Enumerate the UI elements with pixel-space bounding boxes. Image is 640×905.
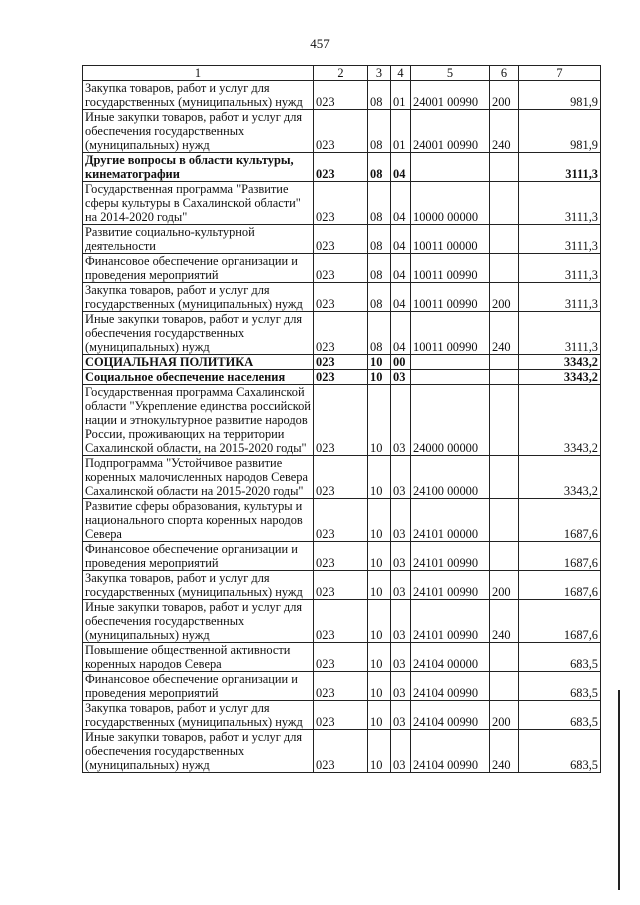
row-admin-code-cell: 023 (314, 571, 368, 600)
row-admin-code-cell: 023 (314, 701, 368, 730)
row-name-cell: СОЦИАЛЬНАЯ ПОЛИТИКА (83, 355, 314, 370)
row-amount-cell: 3343,2 (519, 370, 601, 385)
row-name-cell: Другие вопросы в области культуры, кинематографии (83, 153, 314, 182)
row-name-cell: Финансовое обеспечение организации и проведения мероприятий (83, 672, 314, 701)
row-admin-code-cell: 023 (314, 643, 368, 672)
row-target-article-cell: 10011 00990 (411, 312, 490, 355)
row-subsection-cell: 03 (391, 370, 411, 385)
row-expense-type-cell (490, 672, 519, 701)
row-target-article-cell: 24101 00990 (411, 600, 490, 643)
table-row (83, 182, 601, 225)
page-number: 457 (310, 36, 330, 51)
row-subsection-cell: 03 (391, 600, 411, 643)
row-target-article-cell: 24001 00990 (411, 110, 490, 153)
row-amount-cell: 3343,2 (519, 385, 601, 456)
row-expense-type-cell: 200 (490, 81, 519, 110)
row-name-cell: Иные закупки товаров, работ и услуг для обеспечения государственных (муниципальных) нужд (83, 600, 314, 643)
table-row (83, 672, 601, 701)
table-row (83, 110, 601, 153)
row-expense-type-cell (490, 225, 519, 254)
row-amount-cell: 3111,3 (519, 254, 601, 283)
row-target-article-cell: 24001 00990 (411, 81, 490, 110)
table-row (83, 225, 601, 254)
row-subsection-cell: 04 (391, 225, 411, 254)
row-name-cell: Закупка товаров, работ и услуг для государственных (муниципальных) нужд (83, 283, 314, 312)
row-expense-type-cell: 240 (490, 312, 519, 355)
row-expense-type-cell: 240 (490, 730, 519, 773)
row-expense-type-cell: 240 (490, 600, 519, 643)
table-row (83, 283, 601, 312)
row-expense-type-cell: 200 (490, 571, 519, 600)
column-header: 5 (411, 66, 490, 81)
row-subsection-cell: 03 (391, 643, 411, 672)
row-name-cell: Развитие социально-культурной деятельности (83, 225, 314, 254)
row-target-article-cell: 24104 00000 (411, 643, 490, 672)
row-target-article-cell: 24100 00000 (411, 456, 490, 499)
row-name-cell: Закупка товаров, работ и услуг для государственных (муниципальных) нужд (83, 571, 314, 600)
row-name-cell: Закупка товаров, работ и услуг для государственных (муниципальных) нужд (83, 701, 314, 730)
row-section-cell: 10 (368, 643, 391, 672)
row-admin-code-cell: 023 (314, 283, 368, 312)
row-expense-type-cell (490, 355, 519, 370)
row-target-article-cell: 24104 00990 (411, 701, 490, 730)
table-row (83, 499, 601, 542)
row-subsection-cell: 04 (391, 283, 411, 312)
row-target-article-cell: 10011 00000 (411, 225, 490, 254)
row-section-cell: 10 (368, 499, 391, 542)
row-target-article-cell: 24000 00000 (411, 385, 490, 456)
table-row (83, 254, 601, 283)
row-subsection-cell: 03 (391, 542, 411, 571)
row-admin-code-cell: 023 (314, 182, 368, 225)
column-header: 1 (83, 66, 314, 81)
row-amount-cell: 3343,2 (519, 456, 601, 499)
row-subsection-cell: 03 (391, 730, 411, 773)
row-expense-type-cell: 200 (490, 283, 519, 312)
table-row (83, 370, 601, 385)
row-amount-cell: 981,9 (519, 81, 601, 110)
row-subsection-cell: 00 (391, 355, 411, 370)
row-name-cell: Развитие сферы образования, культуры и национального спорта коренных народов Севера (83, 499, 314, 542)
row-target-article-cell (411, 153, 490, 182)
row-subsection-cell: 04 (391, 153, 411, 182)
row-subsection-cell: 04 (391, 182, 411, 225)
column-header: 4 (391, 66, 411, 81)
row-section-cell: 08 (368, 312, 391, 355)
row-target-article-cell: 24104 00990 (411, 730, 490, 773)
row-section-cell: 08 (368, 254, 391, 283)
row-subsection-cell: 03 (391, 385, 411, 456)
row-amount-cell: 1687,6 (519, 600, 601, 643)
table-row (83, 153, 601, 182)
row-target-article-cell: 10000 00000 (411, 182, 490, 225)
row-amount-cell: 1687,6 (519, 571, 601, 600)
row-section-cell: 10 (368, 600, 391, 643)
row-admin-code-cell: 023 (314, 153, 368, 182)
row-subsection-cell: 03 (391, 701, 411, 730)
row-name-cell: Государственная программа "Развитие сферы культуры в Сахалинской области" на 2014-2020 годы" (83, 182, 314, 225)
row-subsection-cell: 04 (391, 254, 411, 283)
row-section-cell: 08 (368, 81, 391, 110)
row-amount-cell: 981,9 (519, 110, 601, 153)
row-admin-code-cell: 023 (314, 385, 368, 456)
row-subsection-cell: 03 (391, 499, 411, 542)
row-expense-type-cell (490, 643, 519, 672)
column-header: 6 (490, 66, 519, 81)
row-section-cell: 08 (368, 153, 391, 182)
row-expense-type-cell (490, 182, 519, 225)
row-section-cell: 10 (368, 701, 391, 730)
table-row (83, 81, 601, 110)
row-amount-cell: 683,5 (519, 643, 601, 672)
row-section-cell: 10 (368, 355, 391, 370)
row-admin-code-cell: 023 (314, 110, 368, 153)
row-amount-cell: 3111,3 (519, 312, 601, 355)
budget-table (82, 65, 601, 773)
row-target-article-cell: 24101 00000 (411, 499, 490, 542)
row-name-cell: Финансовое обеспечение организации и проведения мероприятий (83, 542, 314, 571)
row-section-cell: 10 (368, 542, 391, 571)
table-row (83, 701, 601, 730)
row-name-cell: Социальное обеспечение населения (83, 370, 314, 385)
row-name-cell: Иные закупки товаров, работ и услуг для обеспечения государственных (муниципальных) нужд (83, 312, 314, 355)
row-section-cell: 08 (368, 110, 391, 153)
row-admin-code-cell: 023 (314, 225, 368, 254)
row-subsection-cell: 01 (391, 81, 411, 110)
row-name-cell: Подпрограмма "Устойчивое развитие коренных малочисленных народов Севера Сахалинской области на 2015-2020 годы" (83, 456, 314, 499)
row-section-cell: 08 (368, 283, 391, 312)
table-header-row (83, 66, 601, 81)
row-name-cell: Финансовое обеспечение организации и проведения мероприятий (83, 254, 314, 283)
column-header: 7 (519, 66, 601, 81)
row-expense-type-cell (490, 385, 519, 456)
row-expense-type-cell (490, 370, 519, 385)
row-name-cell: Иные закупки товаров, работ и услуг для обеспечения государственных (муниципальных) нужд (83, 110, 314, 153)
table-row (83, 600, 601, 643)
row-admin-code-cell: 023 (314, 370, 368, 385)
row-amount-cell: 683,5 (519, 701, 601, 730)
budget-table-body (83, 66, 601, 773)
row-admin-code-cell: 023 (314, 355, 368, 370)
row-admin-code-cell: 023 (314, 600, 368, 643)
row-amount-cell: 1687,6 (519, 542, 601, 571)
row-admin-code-cell: 023 (314, 542, 368, 571)
row-target-article-cell: 24101 00990 (411, 571, 490, 600)
row-amount-cell: 3343,2 (519, 355, 601, 370)
row-subsection-cell: 04 (391, 312, 411, 355)
row-expense-type-cell (490, 456, 519, 499)
row-target-article-cell: 24104 00990 (411, 672, 490, 701)
table-row (83, 385, 601, 456)
table-row (83, 312, 601, 355)
row-expense-type-cell (490, 153, 519, 182)
table-row (83, 355, 601, 370)
table-row (83, 542, 601, 571)
row-admin-code-cell: 023 (314, 456, 368, 499)
row-expense-type-cell: 240 (490, 110, 519, 153)
row-admin-code-cell: 023 (314, 254, 368, 283)
row-target-article-cell: 24101 00990 (411, 542, 490, 571)
row-expense-type-cell (490, 499, 519, 542)
row-subsection-cell: 03 (391, 571, 411, 600)
row-amount-cell: 683,5 (519, 672, 601, 701)
row-section-cell: 10 (368, 370, 391, 385)
row-section-cell: 08 (368, 225, 391, 254)
row-name-cell: Государственная программа Сахалинской области "Укрепление единства российской нации и этнокультурное развитие народов России, проживающих на территории Сахалинской области, на 2015-2020 годы" (83, 385, 314, 456)
row-target-article-cell (411, 355, 490, 370)
row-name-cell: Повышение общественной активности коренных народов Севера (83, 643, 314, 672)
row-expense-type-cell (490, 542, 519, 571)
row-amount-cell: 3111,3 (519, 225, 601, 254)
row-section-cell: 10 (368, 730, 391, 773)
row-section-cell: 10 (368, 385, 391, 456)
row-section-cell: 10 (368, 456, 391, 499)
table-row (83, 571, 601, 600)
row-admin-code-cell: 023 (314, 730, 368, 773)
row-expense-type-cell: 200 (490, 701, 519, 730)
column-header: 3 (368, 66, 391, 81)
row-section-cell: 10 (368, 571, 391, 600)
row-target-article-cell: 10011 00990 (411, 254, 490, 283)
row-target-article-cell (411, 370, 490, 385)
row-amount-cell: 3111,3 (519, 153, 601, 182)
table-row (83, 456, 601, 499)
row-admin-code-cell: 023 (314, 81, 368, 110)
row-name-cell: Иные закупки товаров, работ и услуг для обеспечения государственных (муниципальных) нужд (83, 730, 314, 773)
row-amount-cell: 1687,6 (519, 499, 601, 542)
column-header: 2 (314, 66, 368, 81)
row-target-article-cell: 10011 00990 (411, 283, 490, 312)
row-subsection-cell: 03 (391, 672, 411, 701)
row-section-cell: 10 (368, 672, 391, 701)
row-amount-cell: 3111,3 (519, 283, 601, 312)
table-row (83, 730, 601, 773)
row-admin-code-cell: 023 (314, 499, 368, 542)
row-section-cell: 08 (368, 182, 391, 225)
row-amount-cell: 3111,3 (519, 182, 601, 225)
row-name-cell: Закупка товаров, работ и услуг для государственных (муниципальных) нужд (83, 81, 314, 110)
row-subsection-cell: 03 (391, 456, 411, 499)
row-admin-code-cell: 023 (314, 672, 368, 701)
row-amount-cell: 683,5 (519, 730, 601, 773)
table-row (83, 643, 601, 672)
row-expense-type-cell (490, 254, 519, 283)
scan-edge-line (618, 690, 620, 890)
row-admin-code-cell: 023 (314, 312, 368, 355)
row-subsection-cell: 01 (391, 110, 411, 153)
